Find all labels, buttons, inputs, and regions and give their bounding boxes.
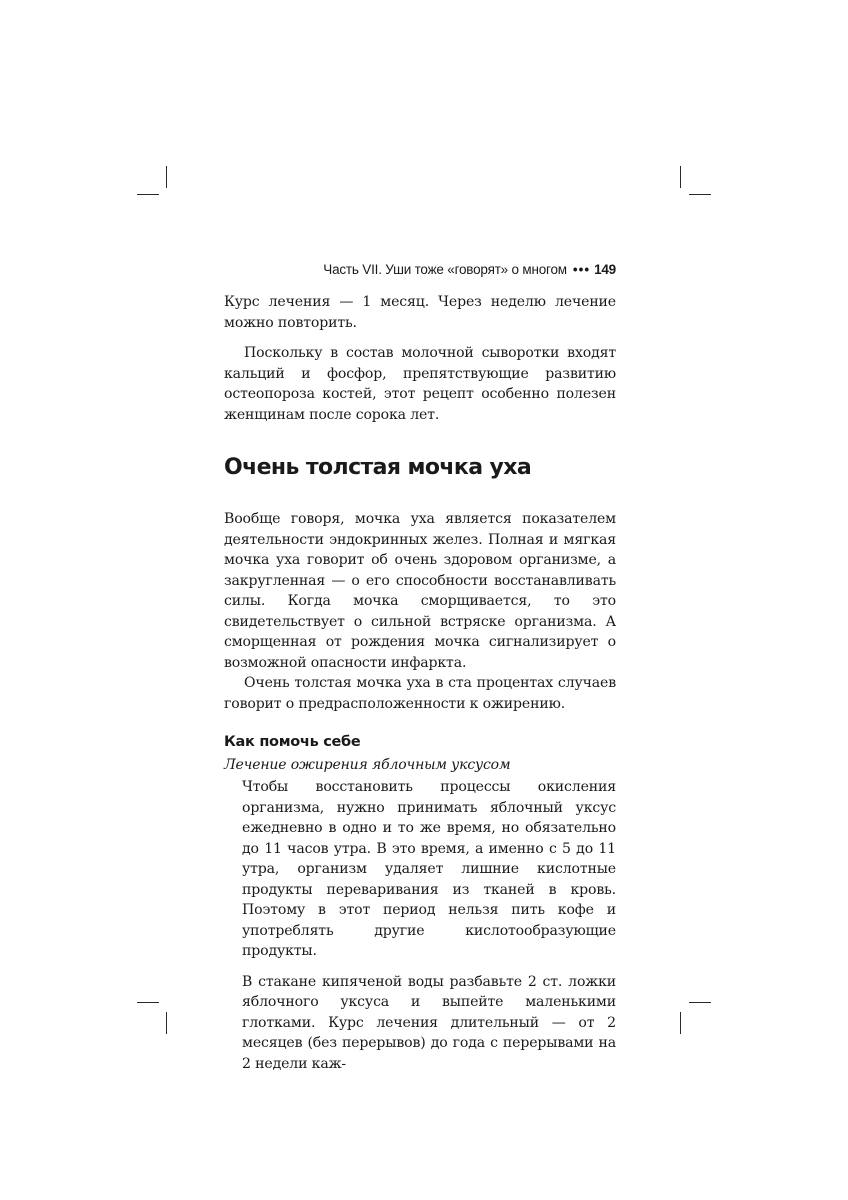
recipe-title: Лечение ожирения яблочным уксусом (224, 757, 511, 773)
page-number: 149 (594, 262, 616, 277)
running-head-title: Часть VII. Уши тоже «говорят» о многом (323, 262, 567, 277)
crop-mark-top-left-horizontal (137, 194, 159, 195)
running-head (224, 262, 616, 277)
crop-mark-top-right-horizontal (689, 194, 711, 195)
section-title: Очень толстая мочка уха (224, 455, 532, 480)
recipe-paragraph-2: В стакане кипяченой воды разбавьте 2 ст. ложки яблочного уксуса и выпейте маленькими глотками. Курс лечения длительный — от 2 месяцев (без перерывов) до года с перерывами на 2 недели каж- (242, 973, 616, 1072)
crop-mark-top-left-vertical (166, 166, 167, 188)
section-paragraph-1: Вообще говоря, мочка уха является показателем деятельности эндокринных желез. Полная и мягкая мочка уха говорит об очень здоровом организме, а закругленная — о его способности восстанавливать силы. Когда мочка сморщивается, то это свидетельствует о сильной встряске организма. А сморщенная от рождения мочка сигнализирует о возможной опасности инфаркта. (224, 511, 616, 671)
section-paragraph-2: Очень толстая мочка уха в ста процентах случаев говорит о предрасположенности к ожирению. (224, 675, 616, 712)
intro-paragraph-1: Курс лечения — 1 месяц. Через неделю лечение можно повторить. (224, 294, 616, 331)
intro-paragraph-2: Поскольку в состав молочной сыворотки входят кальций и фосфор, препятствующие развитию остеопороза костей, этот рецепт особенно полезен женщинам после сорока лет. (224, 345, 616, 423)
crop-mark-bottom-left-horizontal (137, 1002, 159, 1003)
recipe-block (224, 777, 616, 1074)
crop-mark-bottom-right-horizontal (689, 1002, 711, 1003)
crop-mark-bottom-right-vertical (680, 1012, 681, 1034)
recipe-paragraph-1: Чтобы восстановить процессы окисления организма, нужно принимать яблочный уксус ежедневно в одно и то же время, но обязательно до 11 часов утра. В это время, а именно с 5 до 11 утра, организм удаляет лишние кислотные продукты переваривания из тканей в кровь. Поэтому в этот период нельзя пить кофе и употреблять другие кислотообразующие продукты. (242, 779, 616, 959)
page-body (224, 292, 616, 1074)
running-head-dots: ••• (572, 262, 591, 277)
subsection-title: Как помочь себе (224, 734, 361, 750)
crop-mark-bottom-left-vertical (166, 1012, 167, 1034)
crop-mark-top-right-vertical (680, 166, 681, 188)
